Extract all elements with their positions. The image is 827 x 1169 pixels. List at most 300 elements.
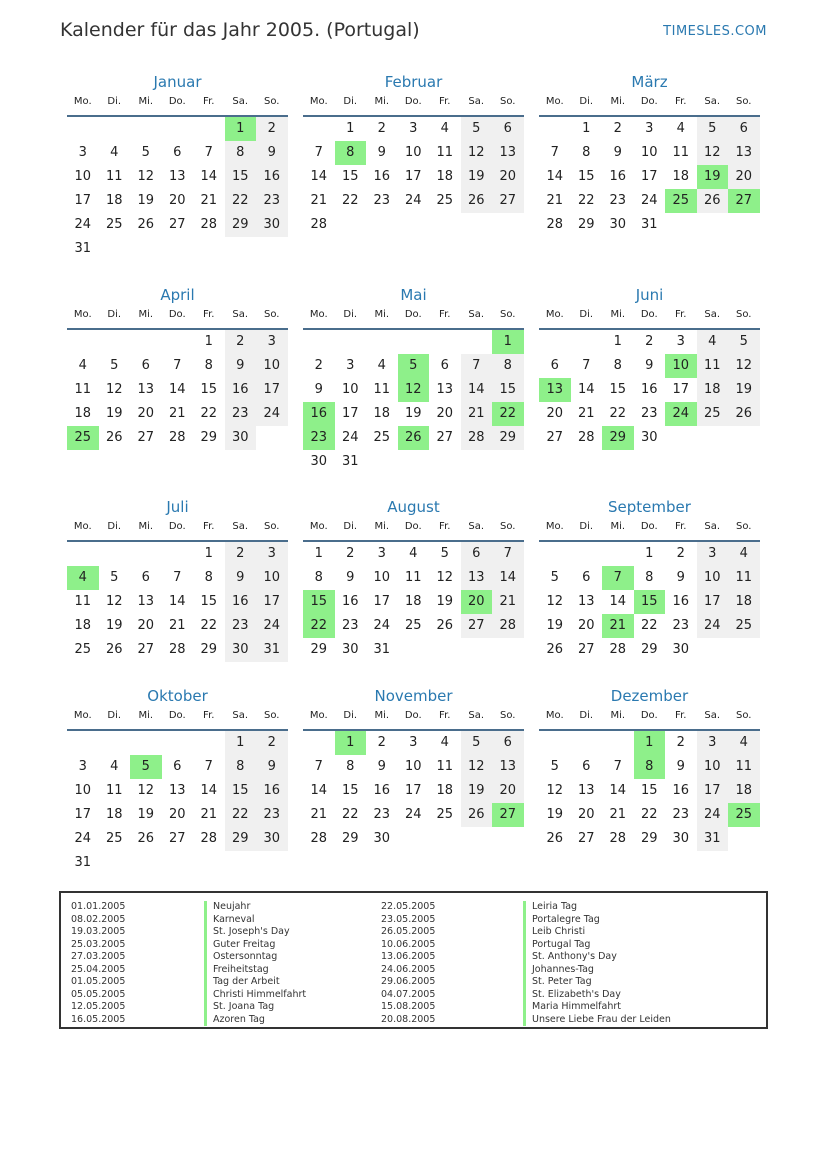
legend-holiday-name: St. Joana Tag: [204, 1001, 306, 1014]
legend-date: 04.07.2005: [381, 988, 436, 1000]
day-cell: 21: [492, 590, 524, 614]
day-cell: 15: [200, 382, 218, 397]
legend-date: 25.03.2005: [71, 938, 126, 950]
weekday-label: Do.: [168, 309, 186, 320]
day-cell: 26: [436, 618, 454, 633]
holiday-day-cell: 5: [130, 755, 162, 779]
day-cell: 2: [377, 735, 386, 750]
day-cell: 26: [728, 402, 760, 426]
day-cell: 7: [582, 358, 591, 373]
holiday-day-cell: 1: [492, 330, 524, 354]
legend-date: 26.05.2005: [381, 926, 436, 937]
day-cell: 12: [728, 354, 760, 378]
day-cell: 18: [728, 590, 760, 614]
day-cell: 17: [697, 590, 729, 614]
day-cell: 19: [137, 193, 155, 208]
day-cell: 16: [672, 783, 690, 798]
day-cell: 3: [645, 121, 654, 136]
day-cell: 23: [373, 807, 391, 822]
weekday-label: Sa.: [232, 710, 249, 721]
day-cell: 9: [225, 354, 257, 378]
weekday-label: Di.: [579, 96, 594, 107]
day-cell: 21: [310, 807, 328, 822]
weekday-header: [303, 520, 524, 542]
day-cell: 27: [492, 189, 524, 213]
weekday-label: Di.: [343, 710, 358, 721]
day-cell: 7: [461, 354, 493, 378]
holiday-day-cell: 5: [398, 354, 430, 378]
day-cell: 10: [341, 382, 359, 397]
day-cell: 11: [373, 382, 391, 397]
day-cell: 27: [137, 430, 155, 445]
weekday-label: So.: [264, 521, 280, 532]
weekday-label: Mi.: [610, 309, 626, 320]
day-cell: 23: [609, 193, 627, 208]
day-cell: 14: [310, 169, 328, 184]
weekday-label: So.: [736, 710, 752, 721]
day-cell: 17: [697, 779, 729, 803]
day-cell: 3: [676, 334, 685, 349]
day-cell: 20: [168, 807, 186, 822]
month-name: März: [631, 73, 668, 91]
weekday-label: Do.: [640, 309, 658, 320]
day-cell: 26: [546, 831, 564, 846]
day-cell: 30: [609, 217, 627, 232]
weekday-label: Sa.: [704, 309, 721, 320]
weekday-label: Do.: [640, 96, 658, 107]
weekday-label: Mo.: [309, 521, 328, 532]
day-cell: 7: [173, 570, 182, 585]
empty-cell: [99, 330, 131, 354]
day-cell: 11: [105, 783, 123, 798]
day-cell: 24: [256, 614, 288, 638]
day-cell: 31: [256, 638, 288, 662]
month-6: [539, 285, 760, 450]
day-cell: 3: [409, 121, 418, 136]
day-cell: 21: [577, 406, 595, 421]
day-cell: 26: [546, 642, 564, 657]
legend-holiday-name: St. Elizabeth's Day: [523, 989, 671, 1002]
legend-date: 27.03.2005: [71, 951, 126, 962]
day-cell: 22: [225, 189, 257, 213]
month-7: [67, 497, 288, 662]
holiday-day-cell: 1: [335, 731, 367, 755]
legend-date: 24.06.2005: [381, 963, 436, 975]
day-cell: 29: [640, 831, 658, 846]
day-cell: 5: [440, 546, 449, 561]
day-cell: 7: [613, 759, 622, 774]
legend-date: 10.06.2005: [381, 938, 436, 950]
brand-link[interactable]: TIMESLES.COM: [663, 24, 767, 39]
weekday-label: Mo.: [73, 521, 92, 532]
month-12: [539, 686, 760, 851]
empty-cell: [99, 542, 131, 566]
weekday-label: Mi.: [610, 710, 626, 721]
day-cell: 17: [341, 406, 359, 421]
month-10: [67, 686, 288, 875]
weekday-label: Fr.: [439, 521, 451, 532]
holiday-legend: [59, 891, 768, 1029]
day-cell: 18: [105, 193, 123, 208]
day-cell: 19: [436, 594, 454, 609]
day-cell: 8: [645, 570, 654, 585]
day-cell: 6: [173, 759, 182, 774]
day-cell: 19: [137, 807, 155, 822]
weekday-header: [67, 308, 288, 330]
weekday-label: Mo.: [73, 96, 92, 107]
day-cell: 20: [492, 165, 524, 189]
day-cell: 4: [728, 731, 760, 755]
day-cell: 18: [697, 378, 729, 402]
weekday-label: Sa.: [232, 521, 249, 532]
weekday-label: So.: [736, 309, 752, 320]
legend-date: 13.06.2005: [381, 951, 436, 962]
day-cell: 3: [346, 358, 355, 373]
weekday-label: So.: [264, 710, 280, 721]
day-cell: 15: [577, 169, 595, 184]
day-cell: 30: [310, 454, 328, 469]
day-cell: 15: [341, 169, 359, 184]
day-cell: 14: [492, 566, 524, 590]
day-cell: 4: [728, 542, 760, 566]
weekday-header: [67, 95, 288, 117]
day-cell: 28: [200, 831, 218, 846]
day-cell: 2: [645, 334, 654, 349]
day-cell: 17: [74, 193, 92, 208]
weekday-label: Di.: [343, 521, 358, 532]
day-cell: 7: [492, 542, 524, 566]
legend-date: 12.05.2005: [71, 1001, 126, 1012]
month-2: [303, 72, 524, 237]
day-cell: 13: [492, 755, 524, 779]
day-cell: 9: [645, 358, 654, 373]
empty-cell: [99, 731, 131, 755]
weekday-label: Fr.: [203, 309, 215, 320]
holiday-day-cell: 24: [665, 402, 697, 426]
holiday-day-cell: 1: [225, 117, 257, 141]
legend-dates-col-2: [381, 901, 435, 1026]
weekday-label: Fr.: [439, 96, 451, 107]
weekday-label: So.: [264, 96, 280, 107]
day-cell: 18: [74, 618, 92, 633]
legend-holiday-name: Maria Himmelfahrt: [523, 1001, 671, 1014]
day-cell: 29: [310, 642, 328, 657]
day-cell: 12: [137, 169, 155, 184]
month-name: August: [387, 498, 440, 516]
legend-dates-col-1: [71, 901, 125, 1026]
day-cell: 2: [225, 542, 257, 566]
day-cell: 8: [492, 354, 524, 378]
weekday-label: So.: [500, 710, 516, 721]
day-cell: 8: [204, 358, 213, 373]
weekday-label: Mo.: [73, 309, 92, 320]
day-cell: 30: [256, 827, 288, 851]
weekday-label: Di.: [343, 309, 358, 320]
empty-cell: [67, 330, 99, 354]
legend-holiday-name: Portugal Tag: [523, 939, 671, 952]
weekday-header: [539, 709, 760, 731]
holiday-day-cell: 25: [665, 189, 697, 213]
weekday-label: Fr.: [675, 710, 687, 721]
legend-holiday-name: St. Anthony's Day: [523, 951, 671, 964]
day-grid: [67, 330, 288, 450]
day-cell: 30: [225, 638, 257, 662]
day-cell: 23: [373, 193, 391, 208]
day-cell: 10: [697, 566, 729, 590]
day-cell: 30: [341, 642, 359, 657]
legend-names-col-2: [523, 901, 671, 1026]
day-cell: 19: [546, 618, 564, 633]
day-cell: 1: [613, 334, 622, 349]
weekday-label: Di.: [343, 96, 358, 107]
day-cell: 18: [74, 406, 92, 421]
day-cell: 4: [78, 358, 87, 373]
empty-cell: [539, 731, 571, 755]
month-11: [303, 686, 524, 851]
day-cell: 12: [697, 141, 729, 165]
holiday-day-cell: 25: [67, 426, 99, 450]
day-cell: 30: [373, 831, 391, 846]
day-cell: 25: [74, 642, 92, 657]
day-cell: 29: [492, 426, 524, 450]
day-cell: 9: [256, 141, 288, 165]
day-grid: [67, 542, 288, 662]
day-cell: 9: [314, 382, 323, 397]
holiday-day-cell: 16: [303, 402, 335, 426]
day-cell: 14: [310, 783, 328, 798]
legend-names-col-1: [204, 901, 306, 1026]
legend-date: 01.05.2005: [71, 976, 126, 987]
day-grid: [303, 542, 524, 662]
day-cell: 28: [200, 217, 218, 232]
weekday-label: Mi.: [138, 96, 154, 107]
day-cell: 11: [404, 570, 422, 585]
day-cell: 9: [346, 570, 355, 585]
day-cell: 20: [728, 165, 760, 189]
day-cell: 15: [492, 378, 524, 402]
day-cell: 3: [256, 330, 288, 354]
empty-cell: [602, 542, 634, 566]
empty-cell: [461, 330, 493, 354]
day-cell: 25: [728, 614, 760, 638]
day-cell: 31: [640, 217, 658, 232]
day-cell: 6: [440, 358, 449, 373]
day-cell: 6: [141, 570, 150, 585]
holiday-day-cell: 22: [492, 402, 524, 426]
empty-cell: [99, 117, 131, 141]
day-cell: 13: [137, 382, 155, 397]
legend-date: 15.08.2005: [381, 1001, 436, 1012]
day-cell: 6: [728, 117, 760, 141]
legend-date: 08.02.2005: [71, 913, 126, 925]
empty-cell: [130, 117, 162, 141]
weekday-header: [67, 709, 288, 731]
day-cell: 16: [373, 783, 391, 798]
weekday-label: Do.: [404, 96, 422, 107]
weekday-header: [303, 95, 524, 117]
day-cell: 28: [461, 426, 493, 450]
day-cell: 13: [436, 382, 454, 397]
day-cell: 24: [74, 831, 92, 846]
day-cell: 4: [440, 735, 449, 750]
weekday-label: Fr.: [439, 710, 451, 721]
day-cell: 19: [461, 165, 493, 189]
legend-date: 22.05.2005: [381, 901, 436, 912]
weekday-header: [303, 308, 524, 330]
day-cell: 11: [728, 755, 760, 779]
day-cell: 2: [676, 735, 685, 750]
day-cell: 7: [314, 145, 323, 160]
day-cell: 24: [256, 402, 288, 426]
day-cell: 26: [137, 217, 155, 232]
day-cell: 14: [609, 783, 627, 798]
day-cell: 10: [256, 354, 288, 378]
day-cell: 29: [225, 213, 257, 237]
day-cell: 30: [672, 831, 690, 846]
day-cell: 21: [168, 618, 186, 633]
holiday-day-cell: 15: [634, 590, 666, 614]
day-cell: 21: [546, 193, 564, 208]
day-cell: 30: [640, 430, 658, 445]
day-grid: [67, 117, 288, 261]
day-cell: 15: [225, 165, 257, 189]
day-cell: 1: [225, 731, 257, 755]
empty-cell: [130, 731, 162, 755]
day-cell: 12: [137, 783, 155, 798]
day-cell: 26: [105, 430, 123, 445]
day-cell: 18: [105, 807, 123, 822]
day-cell: 22: [225, 803, 257, 827]
month-name: Juni: [635, 286, 664, 304]
day-cell: 2: [314, 358, 323, 373]
day-cell: 13: [492, 141, 524, 165]
day-cell: 24: [404, 193, 422, 208]
day-cell: 12: [105, 594, 123, 609]
day-cell: 3: [256, 542, 288, 566]
day-cell: 14: [200, 783, 218, 798]
weekday-label: Fr.: [675, 521, 687, 532]
day-cell: 17: [373, 594, 391, 609]
day-cell: 6: [492, 731, 524, 755]
legend-date: 19.03.2005: [71, 926, 126, 937]
day-cell: 27: [577, 831, 595, 846]
day-cell: 22: [640, 618, 658, 633]
empty-cell: [571, 330, 603, 354]
empty-cell: [193, 117, 225, 141]
weekday-label: Mo.: [545, 309, 564, 320]
month-1: [67, 72, 288, 261]
day-cell: 5: [461, 117, 493, 141]
weekday-header: [67, 520, 288, 542]
day-cell: 3: [697, 731, 729, 755]
day-cell: 30: [225, 426, 257, 450]
legend-holiday-name: Leib Christi: [523, 926, 671, 939]
day-cell: 26: [137, 831, 155, 846]
day-cell: 25: [404, 618, 422, 633]
day-cell: 3: [78, 759, 87, 774]
weekday-label: Fr.: [203, 521, 215, 532]
weekday-label: Mi.: [374, 309, 390, 320]
weekday-label: Sa.: [468, 521, 485, 532]
month-name: September: [608, 498, 691, 516]
day-grid: [303, 117, 524, 237]
day-cell: 24: [373, 618, 391, 633]
day-cell: 6: [550, 358, 559, 373]
day-cell: 2: [256, 731, 288, 755]
day-cell: 6: [141, 358, 150, 373]
month-name: Januar: [153, 73, 202, 91]
day-cell: 6: [461, 542, 493, 566]
day-cell: 17: [404, 783, 422, 798]
day-cell: 8: [346, 759, 355, 774]
empty-cell: [429, 330, 461, 354]
day-cell: 9: [256, 755, 288, 779]
day-cell: 19: [546, 807, 564, 822]
weekday-header: [539, 308, 760, 330]
day-cell: 2: [377, 121, 386, 136]
day-cell: 1: [645, 546, 654, 561]
weekday-label: Sa.: [468, 96, 485, 107]
day-cell: 24: [640, 193, 658, 208]
day-cell: 20: [577, 807, 595, 822]
day-cell: 1: [582, 121, 591, 136]
day-cell: 23: [672, 807, 690, 822]
weekday-label: Sa.: [704, 521, 721, 532]
day-cell: 11: [697, 354, 729, 378]
empty-cell: [602, 731, 634, 755]
weekday-label: Mi.: [138, 309, 154, 320]
day-cell: 14: [609, 594, 627, 609]
weekday-header: [539, 520, 760, 542]
day-cell: 28: [310, 217, 328, 232]
day-cell: 17: [640, 169, 658, 184]
holiday-day-cell: 19: [697, 165, 729, 189]
day-cell: 17: [404, 169, 422, 184]
day-cell: 21: [168, 406, 186, 421]
day-cell: 23: [256, 189, 288, 213]
day-cell: 18: [672, 169, 690, 184]
empty-cell: [162, 731, 194, 755]
weekday-label: Mo.: [545, 521, 564, 532]
day-cell: 28: [310, 831, 328, 846]
day-cell: 24: [697, 614, 729, 638]
holiday-day-cell: 8: [634, 755, 666, 779]
day-cell: 8: [613, 358, 622, 373]
day-cell: 11: [436, 145, 454, 160]
month-name: April: [160, 286, 195, 304]
day-cell: 20: [492, 779, 524, 803]
day-cell: 20: [168, 193, 186, 208]
month-3: [539, 72, 760, 237]
weekday-label: Sa.: [704, 96, 721, 107]
legend-holiday-name: Unsere Liebe Frau der Leiden: [523, 1014, 671, 1027]
day-cell: 18: [404, 594, 422, 609]
day-cell: 18: [436, 783, 454, 798]
holiday-day-cell: 21: [602, 614, 634, 638]
day-cell: 20: [546, 406, 564, 421]
holiday-day-cell: 8: [335, 141, 367, 165]
day-cell: 10: [74, 783, 92, 798]
day-cell: 4: [440, 121, 449, 136]
empty-cell: [335, 330, 367, 354]
day-cell: 4: [676, 121, 685, 136]
day-cell: 6: [582, 570, 591, 585]
day-cell: 9: [225, 566, 257, 590]
weekday-label: Mi.: [374, 96, 390, 107]
holiday-day-cell: 22: [303, 614, 335, 638]
day-cell: 13: [461, 566, 493, 590]
day-cell: 28: [546, 217, 564, 232]
